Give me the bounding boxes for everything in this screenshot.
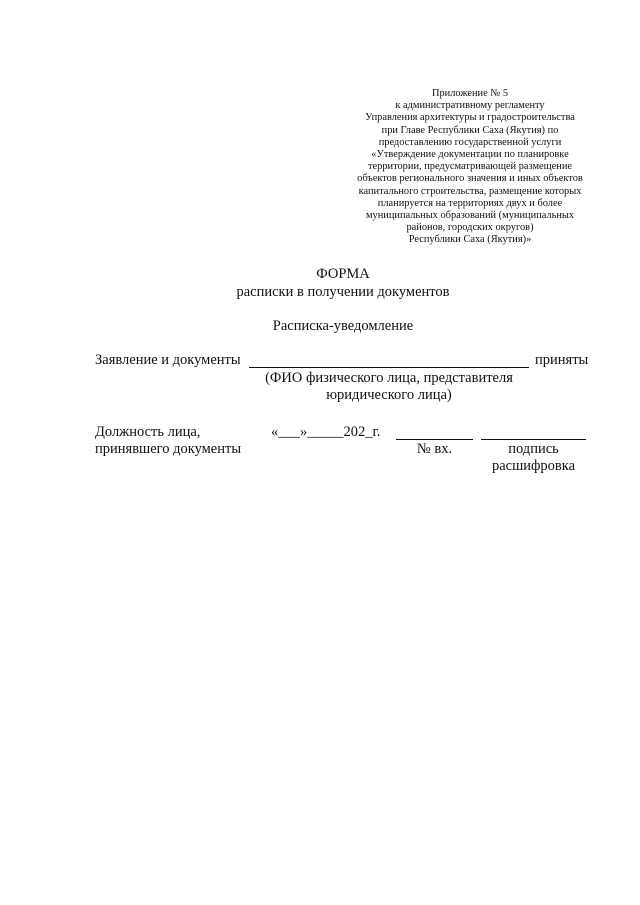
- incoming-number-field[interactable]: [396, 439, 473, 440]
- appendix-line: «Утверждение документации по планировке: [371, 149, 569, 161]
- position-label-line2: принявшего документы: [95, 441, 242, 457]
- applicant-name-field[interactable]: [249, 367, 529, 368]
- applicant-note-line1: (ФИО физического лица, представителя: [265, 370, 513, 386]
- statement-suffix: приняты: [535, 352, 589, 368]
- appendix-line: Республики Саха (Якутия)»: [408, 234, 532, 246]
- date-field: «___»_____202_г.: [271, 424, 381, 440]
- form-subtitle: расписки в получении документов: [236, 284, 450, 300]
- appendix-line: предоставлению государственной услуги: [378, 136, 562, 148]
- position-label-line1: Должность лица,: [95, 424, 201, 440]
- appendix-line: районов, городских округов): [406, 222, 534, 234]
- form-title: ФОРМА: [316, 266, 370, 282]
- incoming-number-label: № вх.: [416, 441, 453, 457]
- appendix-line: Управления архитектуры и градостроительства: [365, 112, 575, 124]
- appendix-line: к административному регламенту: [395, 100, 545, 112]
- signature-field[interactable]: [481, 439, 586, 440]
- appendix-line: муниципальных образований (муниципальных: [365, 210, 575, 222]
- appendix-line: планируется на территориях двух и более: [377, 197, 563, 209]
- appendix-line: Приложение № 5: [431, 88, 509, 99]
- signature-label: подпись: [508, 441, 559, 457]
- applicant-note-line2: юридического лица): [326, 387, 452, 403]
- appendix-line: объектов регионального значения и иных объектов: [357, 173, 583, 185]
- decoding-label: расшифровка: [491, 458, 576, 474]
- appendix-line: капитального строительства, размещение которых: [358, 185, 582, 197]
- statement-prefix: Заявление и документы: [95, 352, 241, 368]
- appendix-line: при Главе Республики Саха (Якутия) по: [381, 124, 559, 136]
- receipt-heading: Расписка-уведомление: [272, 318, 414, 334]
- appendix-block: [340, 88, 600, 247]
- appendix-line: территории, предусматривающей размещение: [367, 161, 573, 173]
